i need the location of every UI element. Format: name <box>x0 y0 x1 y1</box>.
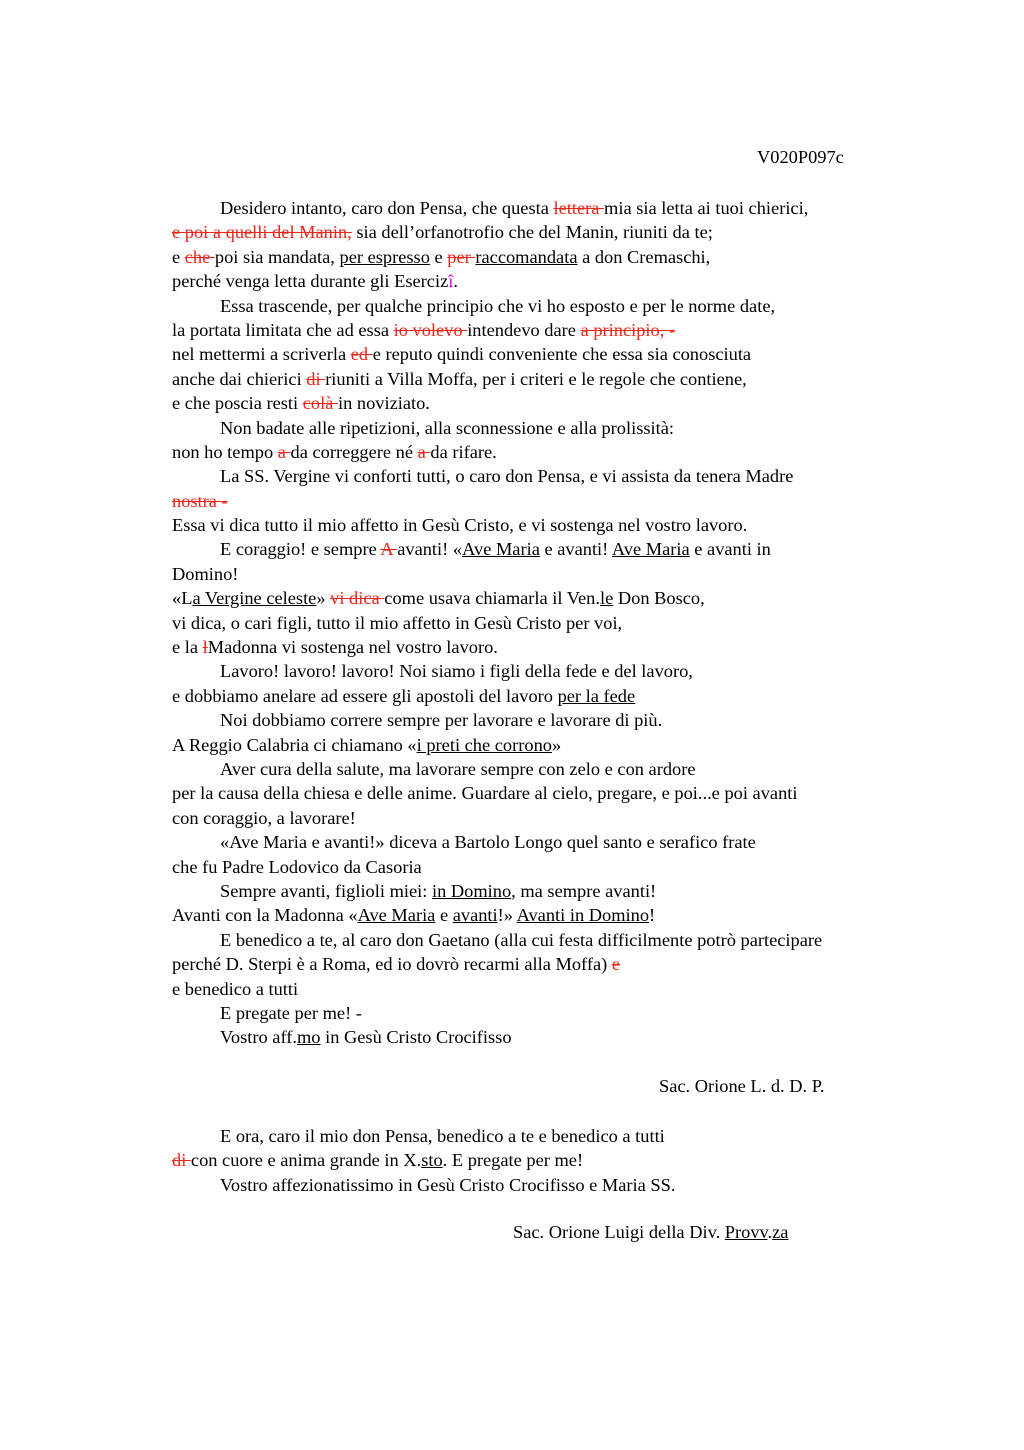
text-line <box>172 416 912 440</box>
text-run: da rifare. <box>430 441 497 462</box>
inserted-mark: î <box>448 271 454 292</box>
deleted-text: e poi a quelli del Manin, <box>172 222 352 243</box>
document-code: V020P097c <box>757 147 844 167</box>
text-run: » <box>316 588 331 609</box>
underlined-text: per espresso <box>339 246 430 267</box>
text-line <box>172 1025 912 1049</box>
deleted-text: di <box>172 1150 191 1171</box>
underlined-text: Ave Maria <box>462 539 540 560</box>
deleted-text: a principio, - <box>580 319 676 340</box>
text-run: con coraggio, a lavorare! <box>172 807 356 828</box>
deleted-text: vi dica <box>330 588 385 609</box>
underlined-text: le <box>599 588 614 609</box>
text-run: !» <box>497 905 517 926</box>
text-run: ! <box>649 905 656 926</box>
text-run: Essa trascende, per qualche principio che vi ho esposto e per le norme date, <box>220 295 776 316</box>
text-line <box>172 684 912 708</box>
text-line <box>172 1001 912 1025</box>
text-run: A Reggio Calabria ci chiamano « <box>172 734 417 755</box>
text-run: Avanti con la Madonna « <box>172 905 358 926</box>
deleted-text: io volevo <box>393 319 468 340</box>
text-line <box>172 928 912 952</box>
underlined-text: avanti <box>452 905 498 926</box>
text-line <box>172 489 912 513</box>
signature-short: Sac. Orione L. d. D. P. <box>659 1076 825 1096</box>
text-run: E benedico a te, al caro don Gaetano (alla cui festa difficilmente potrò partecipare <box>220 929 823 950</box>
text-run: Non badate alle ripetizioni, alla sconnessione e alla prolissità: <box>220 417 675 438</box>
text-run: e reputo quindi conveniente che essa sia conosciuta <box>372 344 752 365</box>
text-line <box>172 220 912 244</box>
underlined-text: mo <box>296 1027 321 1048</box>
text-line <box>172 562 912 586</box>
text-run: . <box>453 271 458 292</box>
text-run: come usava chiamarla il Ven. <box>384 588 600 609</box>
text-run: nel mettermi a scriverla <box>172 344 351 365</box>
text-run: per la causa della chiesa e delle anime. Guardare al cielo, pregare, e poi...e poi avanti <box>172 783 798 804</box>
underlined-text: sto <box>421 1150 443 1171</box>
text-line <box>172 342 912 366</box>
text-run: E pregate per me! - <box>220 1002 362 1023</box>
text-run: sia dell’orfanotrofio che del Manin, riuniti da te; <box>351 222 713 243</box>
text-run: vi dica, o cari figli, tutto il mio affetto in Gesù Cristo per voi, <box>172 612 623 633</box>
text-run: La SS. Vergine vi conforti tutti, o caro don Pensa, e vi assista da tenera Madre <box>220 466 794 487</box>
text-line <box>172 464 912 488</box>
text-run: e la <box>172 637 203 658</box>
text-run: E ora, caro il mio don Pensa, benedico a te e benedico a tutti <box>220 1126 665 1146</box>
underlined-text: Ave Maria <box>357 905 436 926</box>
text-run: e <box>435 905 453 926</box>
text-run: e avanti! <box>539 539 612 560</box>
text-line <box>172 952 912 976</box>
text-run: e benedico a tutti <box>172 978 299 999</box>
text-line <box>172 855 912 879</box>
deleted-text: di <box>306 368 326 389</box>
underlined-text: i preti che corrono <box>416 734 552 755</box>
text-run: Vostro affezionatissimo in Gesù Cristo Crocifisso e Maria SS. <box>220 1174 676 1195</box>
text-run: Domino! <box>172 563 239 584</box>
text-line <box>172 513 912 537</box>
deleted-text: per <box>447 246 476 267</box>
text-line <box>172 196 912 220</box>
signature-abbrev-2: za <box>772 1222 789 1242</box>
text-run: Desidero intanto, caro don Pensa, che questa <box>220 198 554 218</box>
text-line <box>172 708 912 732</box>
text-line <box>172 635 912 659</box>
deleted-text: e <box>611 954 621 975</box>
signature-full <box>513 1222 788 1243</box>
text-run: . E pregate per me! <box>442 1150 584 1171</box>
text-line <box>172 733 912 757</box>
text-run: a don Cremaschi, <box>577 246 711 267</box>
deleted-text: colà <box>302 393 338 414</box>
text-run: Aver cura della salute, ma lavorare sempre con zelo e con ardore <box>220 758 696 779</box>
text-run: «Ave Maria e avanti!» diceva a Bartolo Longo quel santo e serafico frate <box>220 832 756 853</box>
text-run: non ho tempo <box>172 441 278 462</box>
text-line <box>172 367 912 391</box>
text-run: e che poscia resti <box>172 393 303 414</box>
signature-prefix: Sac. Orione Luigi della Div. <box>513 1222 725 1242</box>
text-line <box>172 391 912 415</box>
text-run: , ma sempre avanti! <box>511 880 657 901</box>
text-run: che fu Padre Lodovico da Casoria <box>172 856 422 877</box>
text-run: Lavoro! lavoro! lavoro! Noi siamo i figli della fede e del lavoro, <box>220 661 693 682</box>
deleted-text: ed <box>350 344 373 365</box>
deleted-text: l <box>202 637 208 658</box>
text-line <box>172 977 912 1001</box>
deleted-text: che <box>184 246 215 267</box>
text-line <box>172 781 912 805</box>
letter-body <box>172 196 912 1050</box>
text-line <box>172 294 912 318</box>
text-run: con cuore e anima grande in X. <box>190 1150 422 1171</box>
text-line <box>172 806 912 830</box>
postscript <box>172 1124 675 1197</box>
deleted-text: a <box>417 441 431 462</box>
text-run: E coraggio! e sempre <box>220 539 381 560</box>
text-run: e dobbiamo anelare ad essere gli apostoli del lavoro <box>172 685 558 706</box>
text-run: e avanti in <box>689 539 771 560</box>
text-run: mia sia letta ai tuoi chierici, <box>604 198 809 218</box>
text-run: e <box>429 246 448 267</box>
text-run: » <box>551 734 562 755</box>
text-line <box>172 269 912 293</box>
underlined-text: in Domino <box>431 880 512 901</box>
text-line <box>172 1173 675 1197</box>
text-run: da correggere né <box>290 441 418 462</box>
text-run: Madonna vi sostenga nel vostro lavoro. <box>207 637 498 658</box>
text-line <box>172 318 912 342</box>
text-run: avanti! « <box>397 539 463 560</box>
text-line <box>172 879 912 903</box>
text-line <box>172 659 912 683</box>
text-line <box>172 537 912 561</box>
signature-abbrev-1: Provv <box>724 1222 768 1242</box>
deleted-text: nostra - <box>172 490 228 511</box>
text-run: perché D. Sterpi è a Roma, ed io dovrò recarmi alla Moffa) <box>172 954 612 975</box>
text-line <box>172 1124 675 1148</box>
text-run: anche dai chierici <box>172 368 307 389</box>
text-run: Noi dobbiamo correre sempre per lavorare e lavorare di più. <box>220 710 663 731</box>
text-run: riuniti a Villa Moffa, per i criteri e le regole che contiene, <box>325 368 747 389</box>
underlined-text: per la fede <box>557 685 636 706</box>
deleted-text: lettera <box>553 198 605 218</box>
text-run: perché venga letta durante gli Eserciz <box>172 271 449 292</box>
deleted-text: a <box>277 441 291 462</box>
text-line <box>172 757 912 781</box>
text-line <box>172 1148 675 1172</box>
underlined-text: a Vergine celeste <box>192 588 317 609</box>
text-run: «L <box>172 588 193 609</box>
text-run: Vostro aff. <box>220 1027 297 1048</box>
text-line <box>172 611 912 635</box>
underlined-text: raccomandata <box>475 246 578 267</box>
text-run: Essa vi dica tutto il mio affetto in Gesù Cristo, e vi sostenga nel vostro lavoro. <box>172 515 748 536</box>
deleted-text: A <box>380 539 398 560</box>
text-line <box>172 903 912 927</box>
text-run: Sempre avanti, figlioli miei: <box>220 880 432 901</box>
text-line <box>172 245 912 269</box>
text-line <box>172 586 912 610</box>
text-run: e <box>172 246 185 267</box>
text-line <box>172 830 912 854</box>
text-run: Don Bosco, <box>613 588 705 609</box>
text-run: intendevo dare <box>467 319 581 340</box>
text-run: in Gesù Cristo Crocifisso <box>320 1027 512 1048</box>
text-run: poi sia mandata, <box>214 246 340 267</box>
signature-dot: . <box>767 1222 773 1242</box>
text-run: la portata limitata che ad essa <box>172 319 394 340</box>
underlined-text: Avanti in Domino <box>516 905 650 926</box>
text-run: in noviziato. <box>337 393 430 414</box>
text-line <box>172 440 912 464</box>
underlined-text: Ave Maria <box>611 539 690 560</box>
